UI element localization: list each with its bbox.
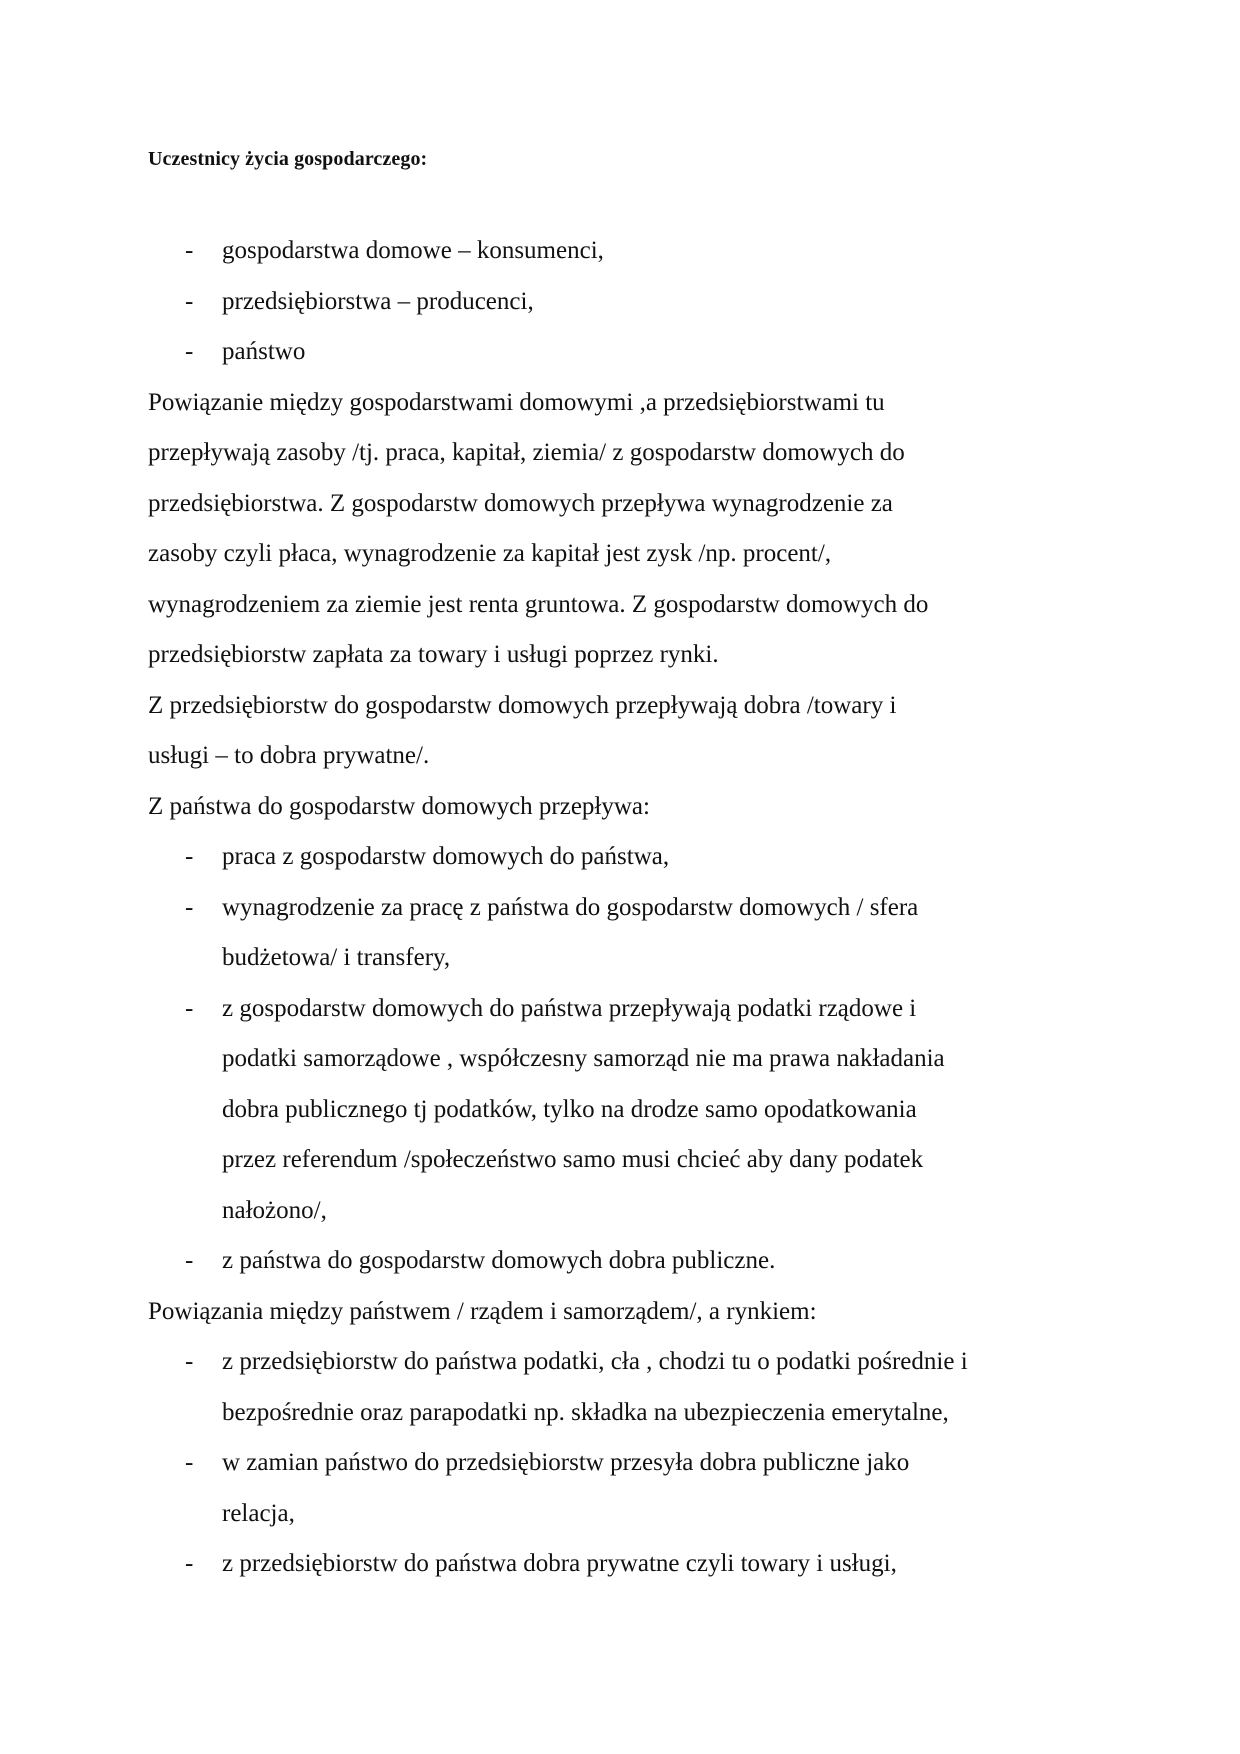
- list-item-text: z przedsiębiorstw do państwa dobra prywatne czyli towary i usługi,: [222, 1550, 897, 1577]
- list-item-continuation: budżetowa/ i transfery,: [222, 944, 451, 971]
- list-item-text: z przedsiębiorstw do państwa podatki, cła , chodzi tu o podatki pośrednie i: [222, 1348, 968, 1375]
- bullet-dash: -: [185, 1247, 194, 1274]
- list-item-state-flow: [148, 883, 1108, 934]
- list-item-text: z państwa do gospodarstw domowych dobra publiczne.: [222, 1247, 776, 1274]
- document-body: [148, 226, 1108, 1590]
- paragraph-line: Powiązania między państwem / rządem i samorządem/, a rynkiem:: [148, 1297, 817, 1325]
- list-item-continuation: nałożono/,: [222, 1196, 327, 1224]
- paragraph-line: usługi – to dobra prywatne/.: [148, 742, 430, 769]
- list-item-participant: [148, 226, 1108, 277]
- list-item-continuation: przez referendum /społeczeństwo samo musi chcieć aby dany podatek: [222, 1146, 924, 1173]
- paragraph-line: przedsiębiorstwa. Z gospodarstw domowych przepływa wynagrodzenie za: [148, 489, 893, 517]
- list-item-continuation: dobra publicznego tj podatków, tylko na drodze samo opodatkowania: [222, 1095, 917, 1123]
- bullet-dash: -: [185, 1348, 194, 1375]
- bullet-dash: -: [185, 843, 194, 870]
- paragraph-line: Z przedsiębiorstw do gospodarstw domowych przepływają dobra /towary i: [148, 691, 897, 719]
- list-item-text: państwo: [222, 338, 306, 365]
- list-item-text: z gospodarstw domowych do państwa przepływają podatki rządowe i: [222, 994, 917, 1022]
- list-item-text: w zamian państwo do przedsiębiorstw przesyła dobra publiczne jako: [222, 1449, 910, 1476]
- list-item-text: przedsiębiorstwa – producenci,: [222, 287, 534, 315]
- paragraph-line: Powiązanie między gospodarstwami domowymi ,a przedsiębiorstwami tu: [148, 388, 885, 416]
- bullet-dash: -: [185, 1550, 194, 1577]
- list-item-continuation: podatki samorządowe , współczesny samorząd nie ma prawa nakładania: [222, 1045, 945, 1072]
- list-item-text: praca z gospodarstw domowych do państwa,: [222, 843, 670, 870]
- document-heading: Uczestnicy życia gospodarczego:: [148, 148, 428, 170]
- bullet-dash: -: [185, 1449, 194, 1476]
- bullet-dash: -: [185, 237, 194, 264]
- paragraph-line: Z państwa do gospodarstw domowych przepływa:: [148, 792, 650, 820]
- paragraph-line: zasoby czyli płaca, wynagrodzenie za kapitał jest zysk /np. procent/,: [148, 540, 832, 567]
- bullet-dash: -: [185, 994, 194, 1022]
- paragraph-line: przepływają zasoby /tj. praca, kapitał, ziemia/ z gospodarstw domowych do: [148, 439, 905, 466]
- list-item-market-flow: [148, 1337, 1108, 1388]
- list-item-participant: [148, 277, 1108, 328]
- list-item-state-flow: [148, 984, 1108, 1035]
- bullet-dash: -: [185, 338, 194, 365]
- bullet-dash: -: [185, 893, 194, 921]
- list-item-market-flow: [148, 1438, 1108, 1489]
- list-item-continuation: bezpośrednie oraz parapodatki np. składka na ubezpieczenia emerytalne,: [222, 1398, 949, 1426]
- list-item-text: gospodarstwa domowe – konsumenci,: [222, 237, 604, 264]
- list-item-text: wynagrodzenie za pracę z państwa do gospodarstw domowych / sfera: [222, 893, 919, 921]
- list-item-continuation: relacja,: [222, 1499, 295, 1527]
- list-item-state-flow: [148, 832, 1108, 883]
- paragraph-line: przedsiębiorstw zapłata za towary i usługi poprzez rynki.: [148, 641, 719, 668]
- list-item-state-flow: [148, 1236, 1108, 1287]
- list-item-market-flow: [148, 1539, 1108, 1590]
- paragraph-line: wynagrodzeniem za ziemie jest renta gruntowa. Z gospodarstw domowych do: [148, 590, 929, 618]
- bullet-dash: -: [185, 287, 194, 315]
- list-item-participant: [148, 327, 1108, 378]
